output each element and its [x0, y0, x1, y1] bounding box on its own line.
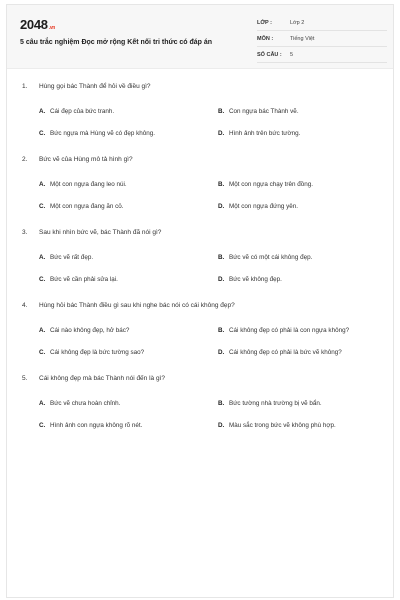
option-b[interactable]	[218, 400, 322, 407]
option-letter: D.	[218, 203, 225, 210]
question-text	[22, 302, 235, 309]
option-c[interactable]	[39, 422, 142, 429]
option-text: Cái không đẹp có phải là con ngựa không?	[229, 327, 350, 334]
option-c[interactable]	[39, 130, 155, 137]
option-a[interactable]	[39, 400, 120, 407]
option-letter: B.	[218, 181, 225, 188]
meta-value: Tiếng Việt	[290, 36, 315, 42]
logo-domain: .vn	[48, 25, 56, 31]
document-page	[6, 4, 394, 598]
option-letter: C.	[39, 276, 46, 283]
option-a[interactable]	[39, 254, 93, 261]
question-number: 1.	[22, 83, 28, 90]
question-text	[22, 83, 151, 90]
option-text: Một con ngựa đang ăn cỏ.	[50, 203, 124, 210]
question-prompt: Hùng gọi bác Thành để hỏi về điều gì?	[39, 83, 151, 90]
option-text: Cái đẹp của bức tranh.	[50, 108, 115, 115]
question-item	[22, 83, 382, 156]
option-letter: C.	[39, 130, 46, 137]
option-letter: D.	[218, 130, 225, 137]
option-b[interactable]	[218, 181, 313, 188]
option-letter: A.	[39, 254, 46, 261]
option-letter: B.	[218, 254, 225, 261]
option-b[interactable]	[218, 108, 299, 115]
question-prompt: Sau khi nhìn bức vẽ, bác Thành đã nói gì?	[39, 229, 162, 236]
option-text: Bức ngựa mà Hùng vẽ có đẹp không.	[50, 130, 156, 137]
question-number: 4.	[22, 302, 28, 309]
question-text	[22, 229, 161, 236]
question-item	[22, 375, 382, 448]
question-number: 2.	[22, 156, 28, 163]
option-text: Cái không đẹp là bức tường sao?	[50, 349, 145, 356]
option-b[interactable]	[218, 254, 312, 261]
option-text: Một con ngựa đứng yên.	[229, 203, 298, 210]
question-list	[22, 83, 382, 448]
option-letter: A.	[39, 327, 46, 334]
option-text: Cái không đẹp có phải là bức vẽ không?	[229, 349, 342, 356]
option-text: Bức vẽ không đẹp.	[229, 276, 282, 283]
option-letter: B.	[218, 327, 225, 334]
meta-value: Lớp 2	[290, 20, 305, 26]
meta-key: LỚP :	[257, 20, 272, 26]
option-d[interactable]	[218, 349, 342, 356]
logo-text: 2048	[20, 17, 48, 32]
option-text: Bức vẽ rất đẹp.	[50, 254, 94, 261]
option-text: Bức vẽ chưa hoàn chỉnh.	[50, 400, 121, 407]
option-c[interactable]	[39, 276, 118, 283]
option-letter: A.	[39, 108, 46, 115]
option-letter: C.	[39, 349, 46, 356]
option-letter: D.	[218, 349, 225, 356]
option-a[interactable]	[39, 181, 127, 188]
option-text: Cái nào không đẹp, hở bác?	[50, 327, 130, 334]
option-letter: A.	[39, 181, 46, 188]
option-letter: B.	[218, 400, 225, 407]
option-letter: C.	[39, 422, 46, 429]
option-d[interactable]	[218, 422, 336, 429]
option-a[interactable]	[39, 108, 114, 115]
meta-row-subject	[257, 31, 387, 47]
question-prompt: Hùng hỏi bác Thành điều gì sau khi nghe bác nói có cái không đẹp?	[39, 302, 235, 309]
option-text: Một con ngựa chạy trên đồng.	[229, 181, 314, 188]
question-prompt: Bức vẽ của Hùng mô tả hình gì?	[39, 156, 133, 163]
option-text: Bức vẽ có một cái không đẹp.	[229, 254, 313, 261]
option-text: Hình ảnh trên bức tường.	[229, 130, 301, 137]
document-header	[7, 5, 393, 69]
option-b[interactable]	[218, 327, 349, 334]
option-d[interactable]	[218, 130, 300, 137]
option-letter: A.	[39, 400, 46, 407]
option-letter: D.	[218, 276, 225, 283]
option-letter: D.	[218, 422, 225, 429]
site-logo[interactable]	[20, 17, 55, 32]
question-text	[22, 156, 133, 163]
option-d[interactable]	[218, 203, 298, 210]
option-c[interactable]	[39, 203, 124, 210]
meta-row-grade	[257, 15, 387, 31]
question-item	[22, 229, 382, 302]
option-text: Bức vẽ cần phải sửa lại.	[50, 276, 118, 283]
question-item	[22, 302, 382, 375]
option-a[interactable]	[39, 327, 129, 334]
option-text: Màu sắc trong bức vẽ không phù hợp.	[229, 422, 336, 429]
option-letter: C.	[39, 203, 46, 210]
option-text: Một con ngựa đang leo núi.	[50, 181, 127, 188]
question-number: 3.	[22, 229, 28, 236]
option-d[interactable]	[218, 276, 282, 283]
option-letter: B.	[218, 108, 225, 115]
option-text: Bức tường nhà trường bị vẽ bẩn.	[229, 400, 322, 407]
meta-info	[257, 15, 387, 63]
question-prompt: Cái không đẹp mà bác Thành nói đến là gì?	[39, 375, 165, 382]
document-title: 5 câu trắc nghiệm Đọc mở rộng Kết nối tri thức có đáp án	[20, 39, 213, 46]
question-item	[22, 156, 382, 229]
meta-key: SỐ CÂU :	[257, 52, 282, 58]
meta-key: MÔN :	[257, 36, 274, 42]
option-text: Hình ảnh con ngựa không rõ nét.	[50, 422, 143, 429]
option-c[interactable]	[39, 349, 144, 356]
meta-row-count	[257, 47, 387, 63]
option-text: Con ngựa bác Thành vẽ.	[229, 108, 299, 115]
meta-value: 5	[290, 52, 294, 58]
question-number: 5.	[22, 375, 28, 382]
question-text	[22, 375, 165, 382]
